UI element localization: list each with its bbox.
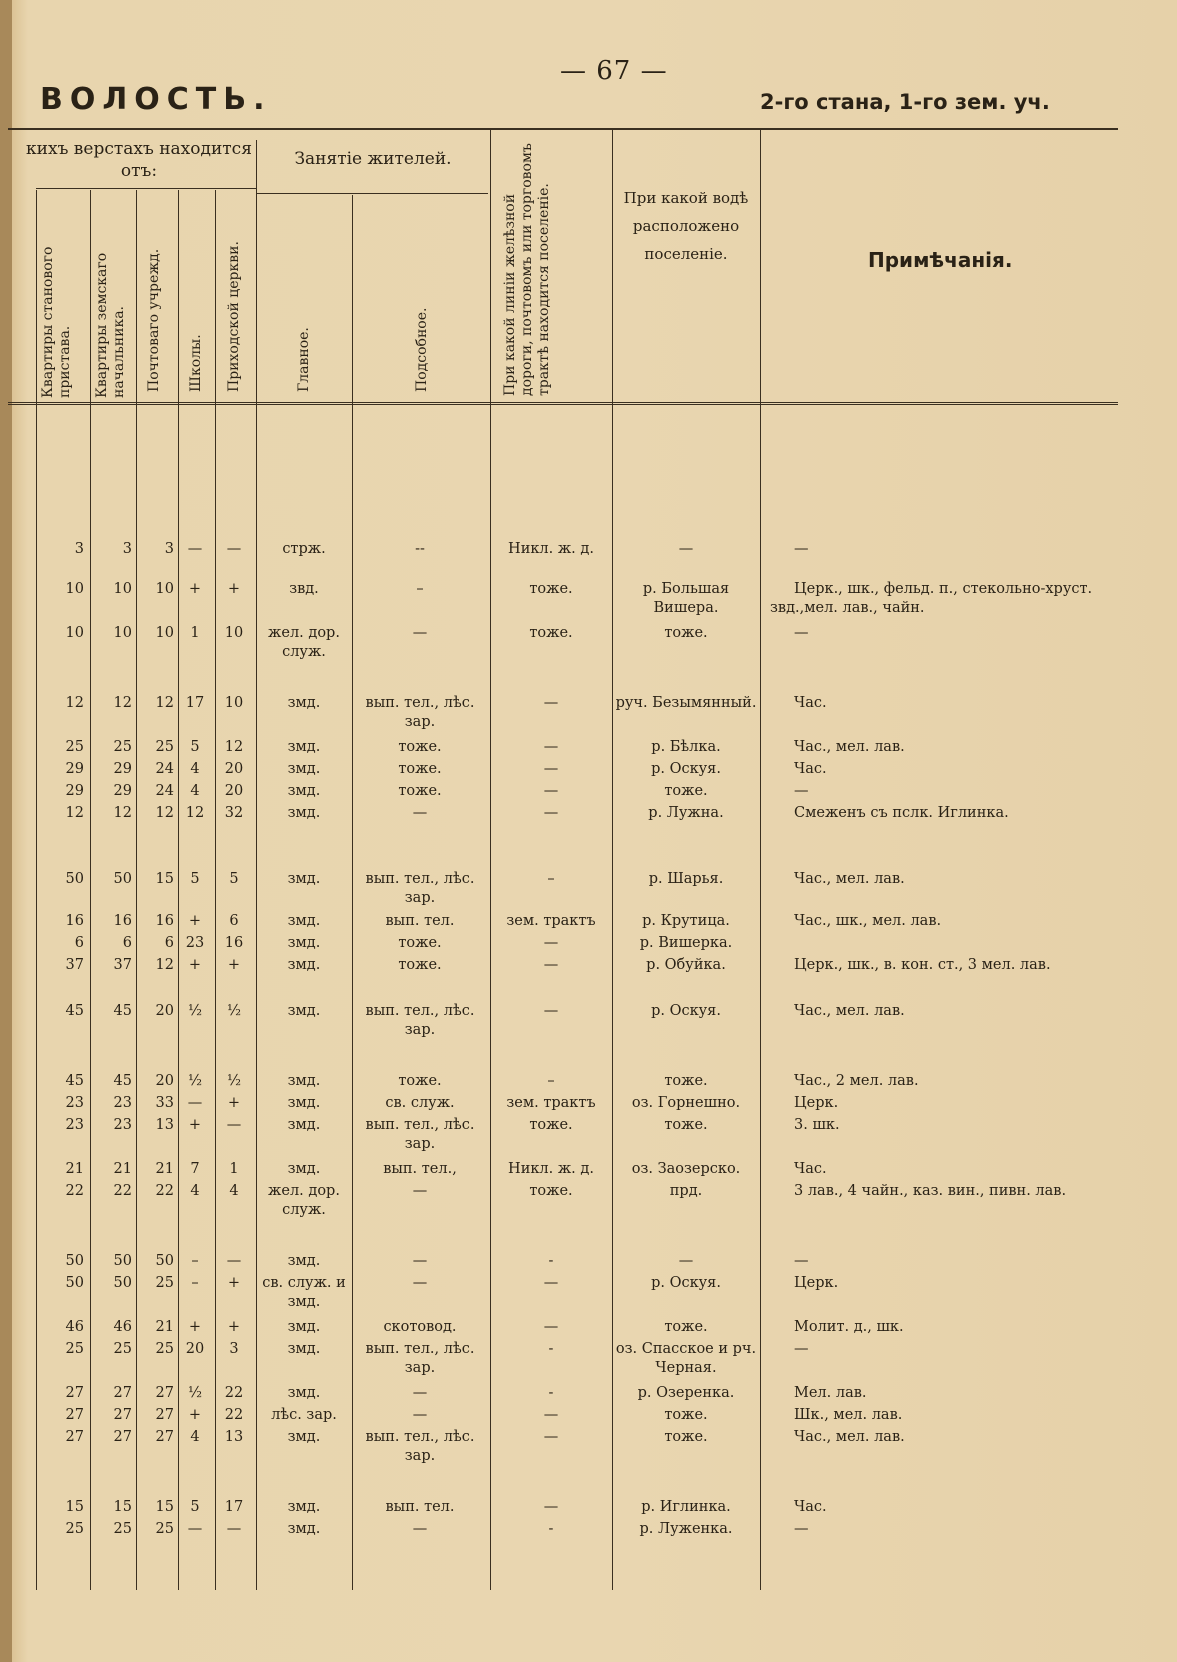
table-cell-route: — bbox=[543, 1429, 559, 1445]
table-cell-c: 25 bbox=[155, 1275, 174, 1291]
table-cell-water: р. Крутица. bbox=[642, 913, 730, 929]
table-cell-route: тоже. bbox=[529, 625, 573, 641]
table-cell-c: 21 bbox=[155, 1161, 174, 1177]
header-distance-group: кихъ верстахъ находится отъ: bbox=[26, 139, 252, 181]
table-cell-a: 16 bbox=[65, 913, 84, 929]
table-cell-a: 12 bbox=[65, 695, 84, 711]
table-cell-notes: — bbox=[794, 1253, 809, 1269]
table-cell-c: 27 bbox=[155, 1385, 174, 1401]
table-cell-a: 21 bbox=[65, 1161, 84, 1177]
table-cell-d: 5 bbox=[190, 739, 200, 755]
table-cell-aux: — bbox=[412, 1407, 428, 1423]
table-cell-e: + bbox=[227, 1319, 241, 1335]
col-divider bbox=[490, 128, 491, 1590]
table-cell-e: 4 bbox=[229, 1183, 239, 1199]
table-cell-b: 25 bbox=[113, 1521, 132, 1537]
table-cell-notes: — bbox=[794, 625, 809, 641]
table-cell-a: 25 bbox=[65, 1341, 84, 1357]
table-cell-notes: Церк. bbox=[794, 1275, 839, 1291]
table-cell-e: + bbox=[227, 1095, 241, 1111]
table-cell-water: тоже. bbox=[664, 1407, 708, 1423]
table-cell-route: тоже. bbox=[529, 1183, 573, 1199]
table-cell-a: 50 bbox=[65, 1275, 84, 1291]
page-binding-edge bbox=[0, 0, 12, 1662]
table-cell-notes: Мел. лав. bbox=[794, 1385, 867, 1401]
table-cell-e: 13 bbox=[224, 1429, 244, 1445]
table-cell-water: р. Оскуя. bbox=[651, 1003, 721, 1019]
col-divider bbox=[36, 190, 37, 1590]
table-cell-c: 12 bbox=[155, 695, 174, 711]
table-cell-notes: Молит. д., шк. bbox=[794, 1319, 904, 1335]
table-cell-e: 10 bbox=[224, 625, 244, 641]
table-cell-c: 12 bbox=[155, 957, 174, 973]
table-cell-route: — bbox=[543, 957, 559, 973]
header-church: Приходской церкви. bbox=[226, 241, 242, 392]
table-cell-c: 10 bbox=[155, 581, 174, 597]
table-cell-c: 22 bbox=[155, 1183, 174, 1199]
table-cell-water: р. Обуйка. bbox=[646, 957, 726, 973]
table-cell-notes: — bbox=[794, 541, 809, 557]
table-cell-aux: — bbox=[412, 1385, 428, 1401]
table-cell-b: 50 bbox=[113, 1275, 132, 1291]
table-cell-d: ½ bbox=[187, 1003, 203, 1019]
table-cell-e: 20 bbox=[224, 761, 244, 777]
table-cell-main: змд. bbox=[287, 739, 321, 755]
table-cell-notes: Шк., мел. лав. bbox=[794, 1407, 903, 1423]
table-cell-aux: тоже. bbox=[398, 761, 442, 777]
table-cell-c: 25 bbox=[155, 739, 174, 755]
table-cell-a: 50 bbox=[65, 1253, 84, 1269]
table-cell-aux: — bbox=[412, 1275, 428, 1291]
table-cell-aux: вып. тел. bbox=[385, 913, 455, 929]
table-cell-main: змд. bbox=[287, 783, 321, 799]
table-cell-b: 25 bbox=[113, 1341, 132, 1357]
table-cell-route: — bbox=[543, 761, 559, 777]
table-cell-d: 5 bbox=[190, 1499, 200, 1515]
table-cell-e: + bbox=[227, 581, 241, 597]
table-cell-notes: Час., шк., мел. лав. bbox=[794, 913, 942, 929]
table-cell-e: 22 bbox=[224, 1407, 244, 1423]
table-cell-e: 20 bbox=[224, 783, 244, 799]
table-cell-d: ½ bbox=[187, 1385, 203, 1401]
table-cell-aux: тоже. bbox=[398, 1073, 442, 1089]
table-cell-d: — bbox=[187, 1521, 203, 1537]
table-cell-a: 27 bbox=[65, 1385, 84, 1401]
table-cell-a: 6 bbox=[74, 935, 84, 951]
col-divider bbox=[256, 140, 257, 1590]
table-cell-notes: 3. шк. bbox=[794, 1117, 840, 1133]
header-water: При какой водѣ расположено поселеніе. bbox=[623, 189, 749, 263]
table-cell-c: 33 bbox=[155, 1095, 174, 1111]
table-cell-notes: Церк., шк., фельд. п., стекольно-хруст. звд.,мел. лав., чайн. bbox=[770, 581, 1093, 616]
table-cell-c: 25 bbox=[155, 1341, 174, 1357]
table-cell-b: 22 bbox=[113, 1183, 132, 1199]
table-cell-aux: — bbox=[412, 625, 428, 641]
table-cell-b: 46 bbox=[113, 1319, 132, 1335]
table-cell-water: тоже. bbox=[664, 783, 708, 799]
table-cell-a: 25 bbox=[65, 739, 84, 755]
table-cell-a: 46 bbox=[65, 1319, 84, 1335]
table-cell-notes: — bbox=[794, 783, 809, 799]
table-cell-d: + bbox=[188, 581, 202, 597]
table-cell-b: 23 bbox=[113, 1117, 132, 1133]
table-cell-d: + bbox=[188, 1117, 202, 1133]
table-cell-aux: вып. тел., bbox=[383, 1161, 457, 1177]
table-cell-aux: тоже. bbox=[398, 783, 442, 799]
table-cell-notes: Час. bbox=[794, 1161, 827, 1177]
district-subtitle: 2-го стана, 1-го зем. уч. bbox=[760, 90, 1050, 114]
table-cell-e: ½ bbox=[226, 1073, 242, 1089]
occupation-subrule bbox=[256, 193, 488, 194]
table-cell-aux: – bbox=[416, 581, 424, 597]
table-cell-b: 45 bbox=[113, 1073, 132, 1089]
table-cell-notes: Час., мел. лав. bbox=[794, 1429, 905, 1445]
table-cell-route: зем. трактъ bbox=[506, 1095, 596, 1111]
distance-subrule bbox=[36, 188, 256, 189]
table-cell-a: 25 bbox=[65, 1521, 84, 1537]
table-cell-water: р. Иглинка. bbox=[641, 1499, 731, 1515]
table-cell-route: — bbox=[543, 1319, 559, 1335]
table-cell-d: — bbox=[187, 1095, 203, 1111]
table-cell-e: 6 bbox=[229, 913, 239, 929]
table-cell-d: 17 bbox=[185, 695, 205, 711]
header-zemsky: Квартиры земскаго начальника. bbox=[94, 252, 127, 398]
table-cell-d: + bbox=[188, 913, 202, 929]
table-cell-notes: Час., мел. лав. bbox=[794, 871, 905, 887]
table-cell-route: — bbox=[543, 1275, 559, 1291]
table-cell-d: – bbox=[191, 1275, 199, 1291]
table-cell-b: 45 bbox=[113, 1003, 132, 1019]
table-cell-aux: -- bbox=[415, 541, 425, 557]
header-main: Главное. bbox=[296, 327, 312, 392]
col-divider bbox=[760, 128, 761, 1590]
table-cell-main: змд. bbox=[287, 1253, 321, 1269]
table-cell-aux: вып. тел., лѣс. зар. bbox=[365, 1429, 475, 1464]
header-notes: Примѣчанія. bbox=[868, 248, 1013, 272]
table-cell-aux: — bbox=[412, 1521, 428, 1537]
table-cell-e: — bbox=[226, 1117, 242, 1133]
table-cell-main: змд. bbox=[287, 935, 321, 951]
table-cell-aux: св. служ. bbox=[385, 1095, 455, 1111]
table-cell-aux: вып. тел., лѣс. зар. bbox=[365, 695, 475, 730]
table-cell-main: жел. дор. служ. bbox=[268, 1183, 340, 1218]
table-cell-a: 45 bbox=[65, 1073, 84, 1089]
table-cell-main: стрж. bbox=[282, 541, 326, 557]
table-cell-d: 4 bbox=[190, 1429, 200, 1445]
table-cell-b: 29 bbox=[113, 783, 132, 799]
col-divider bbox=[136, 190, 137, 1590]
table-cell-notes: 3 лав., 4 чайн., каз. вин., пивн. лав. bbox=[794, 1183, 1067, 1199]
table-cell-water: р. Бѣлка. bbox=[651, 739, 721, 755]
table-cell-e: — bbox=[226, 1253, 242, 1269]
table-cell-aux: — bbox=[412, 1253, 428, 1269]
table-cell-a: 23 bbox=[65, 1117, 84, 1133]
table-cell-e: ½ bbox=[226, 1003, 242, 1019]
table-cell-e: 10 bbox=[224, 695, 244, 711]
table-cell-a: 15 bbox=[65, 1499, 84, 1515]
table-cell-b: 15 bbox=[113, 1499, 132, 1515]
table-cell-e: 3 bbox=[229, 1341, 239, 1357]
table-cell-b: 3 bbox=[122, 541, 132, 557]
table-cell-c: 10 bbox=[155, 625, 174, 641]
col-divider bbox=[90, 190, 91, 1590]
header-route: При какой линіи желѣзной дороги, почтовомъ или торговомъ трактѣ находится поселеніе. bbox=[502, 143, 552, 396]
table-cell-c: 20 bbox=[155, 1003, 174, 1019]
table-cell-e: 17 bbox=[224, 1499, 244, 1515]
table-cell-c: 3 bbox=[164, 541, 174, 557]
table-cell-route: – bbox=[547, 1073, 555, 1089]
table-cell-a: 45 bbox=[65, 1003, 84, 1019]
table-cell-c: 27 bbox=[155, 1429, 174, 1445]
table-cell-e: — bbox=[226, 1521, 242, 1537]
header-aux: Подсобное. bbox=[414, 307, 430, 392]
table-cell-a: 27 bbox=[65, 1407, 84, 1423]
table-cell-main: звд. bbox=[289, 581, 319, 597]
table-cell-c: 13 bbox=[155, 1117, 174, 1133]
table-cell-c: 15 bbox=[155, 871, 174, 887]
table-cell-a: 22 bbox=[65, 1183, 84, 1199]
table-top-rule bbox=[8, 128, 1118, 130]
table-cell-c: 24 bbox=[155, 783, 174, 799]
table-cell-water: оз. Спасское и рч. Черная. bbox=[615, 1341, 757, 1376]
table-cell-d: — bbox=[187, 541, 203, 557]
table-cell-main: змд. bbox=[287, 1499, 321, 1515]
table-cell-d: 7 bbox=[190, 1161, 200, 1177]
table-cell-aux: — bbox=[412, 1183, 428, 1199]
table-cell-a: 10 bbox=[65, 625, 84, 641]
table-cell-b: 10 bbox=[113, 625, 132, 641]
table-cell-d: 1 bbox=[190, 625, 200, 641]
table-cell-water: р. Озеренка. bbox=[637, 1385, 735, 1401]
table-cell-e: 1 bbox=[229, 1161, 239, 1177]
table-cell-c: 21 bbox=[155, 1319, 174, 1335]
table-cell-main: змд. bbox=[287, 1117, 321, 1133]
table-cell-d: 4 bbox=[190, 783, 200, 799]
table-cell-route: тоже. bbox=[529, 581, 573, 597]
table-cell-e: 12 bbox=[224, 739, 244, 755]
table-cell-aux: вып. тел. bbox=[385, 1499, 455, 1515]
table-cell-main: лѣс. зар. bbox=[271, 1407, 337, 1423]
table-cell-b: 29 bbox=[113, 761, 132, 777]
table-cell-a: 37 bbox=[65, 957, 84, 973]
table-cell-route: — bbox=[543, 935, 559, 951]
table-cell-main: св. служ. и змд. bbox=[262, 1275, 346, 1310]
header-occupation-group: Занятіе жителей. bbox=[294, 149, 452, 169]
table-cell-main: жел. дор. служ. bbox=[268, 625, 340, 660]
table-cell-water: р. Лужна. bbox=[648, 805, 724, 821]
table-cell-route: — bbox=[543, 1407, 559, 1423]
table-cell-water: оз. Заозерско. bbox=[631, 1161, 741, 1177]
table-cell-b: 16 bbox=[113, 913, 132, 929]
table-cell-route: — bbox=[543, 739, 559, 755]
table-cell-notes: — bbox=[794, 1521, 809, 1537]
table-cell-c: 50 bbox=[155, 1253, 174, 1269]
table-cell-water: р. Оскуя. bbox=[651, 761, 721, 777]
table-cell-b: 6 bbox=[122, 935, 132, 951]
table-cell-route: тоже. bbox=[529, 1117, 573, 1133]
table-cell-water: р. Большая Вишера. bbox=[642, 581, 730, 616]
table-cell-a: 29 bbox=[65, 761, 84, 777]
table-cell-b: 37 bbox=[113, 957, 132, 973]
table-cell-main: змд. bbox=[287, 1521, 321, 1537]
table-cell-c: 25 bbox=[155, 1521, 174, 1537]
table-cell-water: тоже. bbox=[664, 1073, 708, 1089]
table-cell-a: 27 bbox=[65, 1429, 84, 1445]
table-cell-main: змд. bbox=[287, 1385, 321, 1401]
table-cell-a: 50 bbox=[65, 871, 84, 887]
table-cell-main: змд. bbox=[287, 695, 321, 711]
header-bottom-rule bbox=[8, 402, 1118, 405]
table-cell-route: - bbox=[548, 1385, 554, 1401]
table-cell-d: ½ bbox=[187, 1073, 203, 1089]
table-cell-b: 25 bbox=[113, 739, 132, 755]
table-cell-a: 12 bbox=[65, 805, 84, 821]
table-cell-route: - bbox=[548, 1521, 554, 1537]
table-cell-main: змд. bbox=[287, 1161, 321, 1177]
table-cell-main: змд. bbox=[287, 1429, 321, 1445]
table-cell-route: — bbox=[543, 1499, 559, 1515]
table-cell-notes: Церк., шк., в. кон. ст., 3 мел. лав. bbox=[794, 957, 1051, 973]
table-cell-e: — bbox=[226, 541, 242, 557]
table-cell-a: 3 bbox=[74, 541, 84, 557]
table-cell-main: змд. bbox=[287, 1341, 321, 1357]
table-cell-notes: Час. bbox=[794, 695, 827, 711]
header-post: Почтоваго учрежд. bbox=[146, 248, 162, 392]
table-cell-main: змд. bbox=[287, 1319, 321, 1335]
table-cell-water: оз. Горнешно. bbox=[631, 1095, 741, 1111]
table-cell-b: 23 bbox=[113, 1095, 132, 1111]
table-cell-c: 24 bbox=[155, 761, 174, 777]
table-cell-water: тоже. bbox=[664, 1117, 708, 1133]
table-cell-a: 29 bbox=[65, 783, 84, 799]
table-cell-aux: тоже. bbox=[398, 739, 442, 755]
table-cell-c: 20 bbox=[155, 1073, 174, 1089]
table-cell-d: – bbox=[191, 1253, 199, 1269]
table-cell-b: 12 bbox=[113, 695, 132, 711]
table-cell-aux: тоже. bbox=[398, 957, 442, 973]
header-stanovoy: Квартиры станового пристава. bbox=[40, 246, 73, 398]
table-cell-notes: Час. bbox=[794, 761, 827, 777]
table-cell-aux: вып. тел., лѣс. зар. bbox=[365, 1117, 475, 1152]
table-cell-route: — bbox=[543, 783, 559, 799]
table-cell-aux: скотовод. bbox=[383, 1319, 457, 1335]
table-cell-notes: Час., 2 мел. лав. bbox=[794, 1073, 919, 1089]
table-cell-b: 21 bbox=[113, 1161, 132, 1177]
table-cell-d: 5 bbox=[190, 871, 200, 887]
table-cell-e: 5 bbox=[229, 871, 239, 887]
table-cell-water: руч. Безымянный. bbox=[615, 695, 757, 711]
page-title: ВОЛОСТЬ. bbox=[40, 82, 272, 117]
table-cell-e: + bbox=[227, 957, 241, 973]
table-cell-route: — bbox=[543, 1003, 559, 1019]
table-cell-d: + bbox=[188, 957, 202, 973]
table-cell-aux: тоже. bbox=[398, 935, 442, 951]
table-cell-route: - bbox=[548, 1253, 554, 1269]
table-cell-c: 16 bbox=[155, 913, 174, 929]
table-cell-b: 27 bbox=[113, 1385, 132, 1401]
table-cell-b: 50 bbox=[113, 1253, 132, 1269]
table-cell-route: — bbox=[543, 695, 559, 711]
table-cell-aux: вып. тел., лѣс. зар. bbox=[365, 871, 475, 906]
table-cell-water: р. Вишерка. bbox=[639, 935, 733, 951]
col-divider bbox=[215, 190, 216, 1590]
table-cell-water: тоже. bbox=[664, 1429, 708, 1445]
table-cell-water: тоже. bbox=[664, 1319, 708, 1335]
table-cell-e: 22 bbox=[224, 1385, 244, 1401]
table-cell-b: 12 bbox=[113, 805, 132, 821]
header-school: Школы. bbox=[188, 334, 204, 392]
table-cell-b: 50 bbox=[113, 871, 132, 887]
table-cell-water: — bbox=[678, 1253, 694, 1269]
table-cell-aux: — bbox=[412, 805, 428, 821]
table-cell-route: зем. трактъ bbox=[506, 913, 596, 929]
table-cell-c: 12 bbox=[155, 805, 174, 821]
table-cell-b: 27 bbox=[113, 1407, 132, 1423]
table-cell-route: - bbox=[548, 1341, 554, 1357]
table-cell-b: 10 bbox=[113, 581, 132, 597]
table-cell-aux: вып. тел., лѣс. зар. bbox=[365, 1341, 475, 1376]
table-cell-d: 23 bbox=[185, 935, 205, 951]
table-cell-route: – bbox=[547, 871, 555, 887]
table-cell-c: 27 bbox=[155, 1407, 174, 1423]
table-cell-notes: — bbox=[794, 1341, 809, 1357]
table-cell-d: 12 bbox=[185, 805, 205, 821]
table-cell-main: змд. bbox=[287, 913, 321, 929]
table-cell-notes: Смеженъ съ пслк. Иглинка. bbox=[794, 805, 1009, 821]
table-cell-c: 6 bbox=[164, 935, 174, 951]
table-cell-notes: Час., мел. лав. bbox=[794, 739, 905, 755]
table-cell-main: змд. bbox=[287, 1003, 321, 1019]
table-cell-route: Никл. ж. д. bbox=[508, 1161, 594, 1177]
col-divider bbox=[178, 190, 179, 1590]
table-cell-a: 10 bbox=[65, 581, 84, 597]
table-cell-water: тоже. bbox=[664, 625, 708, 641]
table-cell-route: Никл. ж. д. bbox=[508, 541, 594, 557]
table-cell-water: р. Луженка. bbox=[639, 1521, 733, 1537]
table-cell-b: 27 bbox=[113, 1429, 132, 1445]
table-cell-e: + bbox=[227, 1275, 241, 1291]
table-cell-main: змд. bbox=[287, 1073, 321, 1089]
table-cell-e: 16 bbox=[224, 935, 244, 951]
table-cell-main: змд. bbox=[287, 871, 321, 887]
table-cell-d: + bbox=[188, 1319, 202, 1335]
table-cell-water: р. Шарья. bbox=[648, 871, 724, 887]
table-cell-water: — bbox=[678, 541, 694, 557]
table-cell-main: змд. bbox=[287, 805, 321, 821]
table-cell-water: р. Оскуя. bbox=[651, 1275, 721, 1291]
table-cell-e: 32 bbox=[224, 805, 244, 821]
table-cell-route: — bbox=[543, 805, 559, 821]
table-cell-a: 23 bbox=[65, 1095, 84, 1111]
table-cell-d: 4 bbox=[190, 1183, 200, 1199]
table-cell-notes: Час., мел. лав. bbox=[794, 1003, 905, 1019]
table-cell-main: змд. bbox=[287, 1095, 321, 1111]
table-cell-notes: Час. bbox=[794, 1499, 827, 1515]
table-cell-d: 20 bbox=[185, 1341, 205, 1357]
table-cell-notes: Церк. bbox=[794, 1095, 839, 1111]
table-cell-c: 15 bbox=[155, 1499, 174, 1515]
page-number: — 67 — bbox=[560, 56, 668, 86]
table-cell-main: змд. bbox=[287, 761, 321, 777]
table-cell-water: прд. bbox=[669, 1183, 703, 1199]
table-cell-d: 4 bbox=[190, 761, 200, 777]
table-cell-aux: вып. тел., лѣс. зар. bbox=[365, 1003, 475, 1038]
table-cell-main: змд. bbox=[287, 957, 321, 973]
table-cell-d: + bbox=[188, 1407, 202, 1423]
